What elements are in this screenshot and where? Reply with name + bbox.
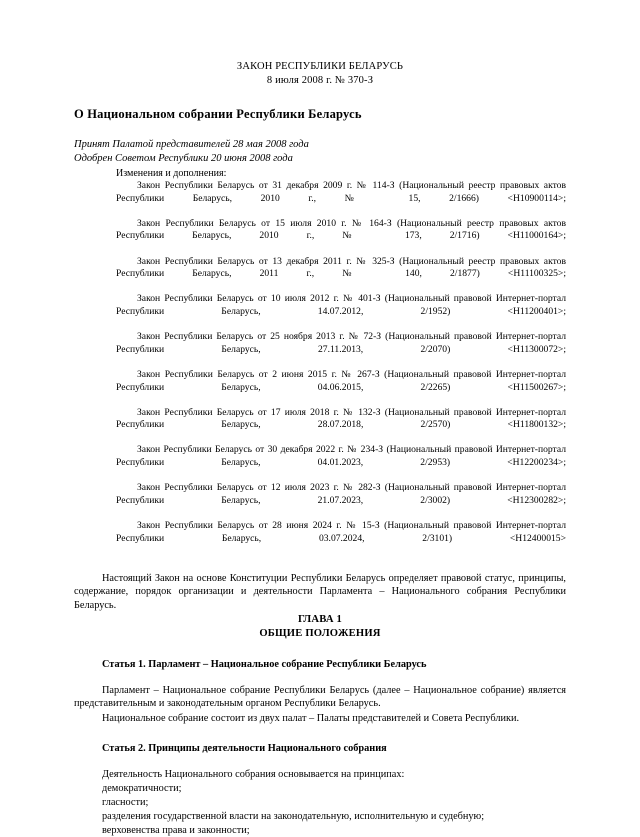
article-1-paragraph-2: Национальное собрание состоит из двух палат – Палаты представителей и Совета Республики. [102, 712, 520, 724]
amendment-item: Закон Республики Беларусь от 2 июня 2015 г. № 267-З (Национальный правовой Интернет-портал Республики Беларусь, 04.06.2015, 2/2265) <H11500267>; [116, 368, 566, 393]
document-header [74, 60, 566, 87]
article-2-heading: Статья 2. Принципы деятельности Национального собрания [102, 743, 387, 755]
article-1-paragraph-1: Парламент – Национальное собрание Республики Беларусь (далее – Национальное собрание) является представительным и законодательным органом Республики Беларусь. [74, 684, 566, 710]
chapter-number: ГЛАВА 1 [297, 613, 343, 625]
amendment-item: Закон Республики Беларусь от 15 июля 2010 г. № 164-З (Национальный реестр правовых актов Республики Беларусь, 2010 г., № 173, 2/1716) <H11000164>; [116, 217, 566, 242]
principle-item: демократичности; [102, 783, 182, 795]
amendment-item: Закон Республики Беларусь от 17 июля 2018 г. № 132-З (Национальный правовой Интернет-портал Республики Беларусь, 28.07.2018, 2/2570) <H11800132>; [116, 406, 566, 431]
approved-by-line: Одобрен Советом Республики 20 июня 2008 года [74, 152, 293, 164]
law-type-line: ЗАКОН РЕСПУБЛИКИ БЕЛАРУСЬ [236, 61, 404, 72]
preamble-paragraph: Настоящий Закон на основе Конституции Республики Беларусь определяет правовой статус, принципы, содержание, порядок организации и деятельности Парламента – Национального собрания Республики Беларусь. [74, 572, 566, 611]
law-date-number-line: 8 июля 2008 г. № 370-З [266, 74, 374, 86]
amendments-list [74, 180, 566, 558]
article-1-heading: Статья 1. Парламент – Национальное собрание Республики Беларусь [102, 658, 427, 670]
chapter-name: ОБЩИЕ ПОЛОЖЕНИЯ [259, 627, 381, 639]
amendments-heading: Изменения и дополнения: [116, 168, 227, 179]
principle-item: верховенства права и законности; [102, 824, 250, 836]
amendment-item: Закон Республики Беларусь от 25 ноября 2013 г. № 72-З (Национальный правовой Интернет-портал Республики Беларусь, 27.11.2013, 2/2070) <H11300072>; [116, 331, 566, 355]
amendment-item: Закон Республики Беларусь от 12 июля 2023 г. № 282-З (Национальный правовой Интернет-портал Республики Беларусь, 21.07.2023, 2/3002) <H12300282>; [116, 482, 566, 506]
approval-block [74, 138, 566, 165]
amendment-item: Закон Республики Беларусь от 28 июня 2024 г. № 15-З (Национальный правовой Интернет-портал Республики Беларусь, 03.07.2024, 2/3101) <H12400015> [116, 520, 566, 544]
amendment-item: Закон Республики Беларусь от 30 декабря 2022 г. № 234-З (Национальный правовой Интернет-портал Республики Беларусь, 04.01.2023, 2/2953) <H12200234>; [116, 444, 566, 469]
principle-item: гласности; [102, 796, 149, 808]
adopted-by-line: Принят Палатой представителей 28 мая 2008 года [74, 139, 309, 150]
amendment-item: Закон Республики Беларусь от 31 декабря 2009 г. № 114-З (Национальный реестр правовых актов Республики Беларусь, 2010 г., № 15, 2/1666) <H10900114>; [116, 180, 566, 204]
article-2-lead: Деятельность Национального собрания основывается на принципах: [102, 769, 405, 781]
article-2-principles [74, 768, 566, 837]
principle-item: разделения государственной власти на законодательную, исполнительную и судебную; [102, 810, 485, 822]
amendment-item: Закон Республики Беларусь от 10 июля 2012 г. № 401-З (Национальный правовой Интернет-портал Республики Беларусь, 14.07.2012, 2/1952) <H11200401>; [116, 293, 566, 317]
amendment-item: Закон Республики Беларусь от 13 декабря 2011 г. № 325-З (Национальный реестр правовых актов Республики Беларусь, 2011 г., № 140, 2/1877) <H11100325>; [116, 255, 566, 280]
document-title: О Национальном собрании Республики Беларусь [74, 107, 362, 121]
